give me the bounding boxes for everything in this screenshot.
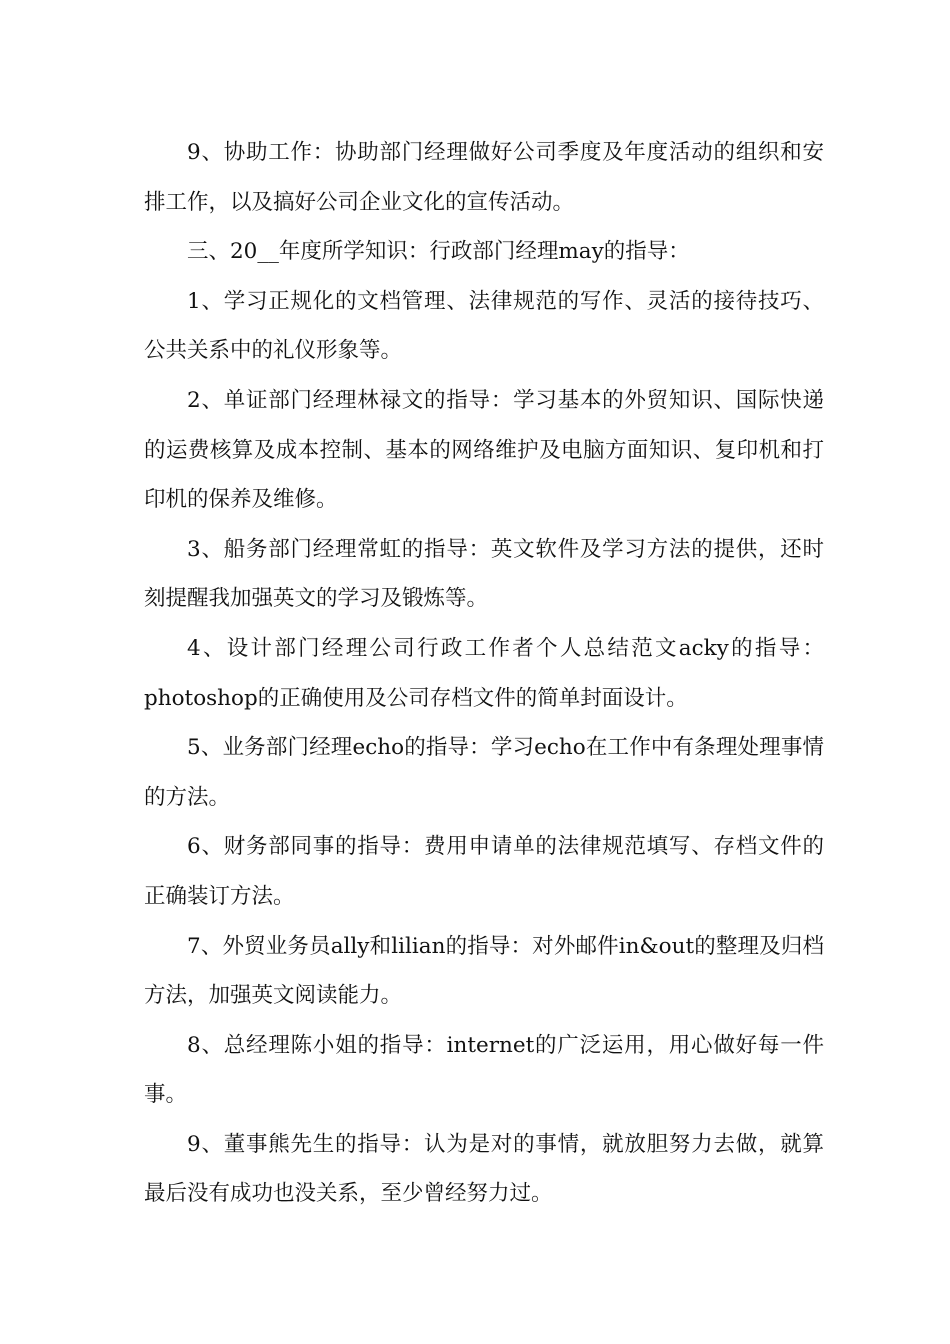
paragraph-item-1: 1、学习正规化的文档管理、法律规范的写作、灵活的接待技巧、公共关系中的礼仪形象等。 — [144, 288, 824, 364]
paragraph-item-4: 4、设计部门经理公司行政工作者个人总结范文acky的指导：photoshop的正确使用及公司存档文件的简单封面设计。 — [144, 635, 824, 711]
paragraph-item-2: 2、单证部门经理林禄文的指导：学习基本的外贸知识、国际快递的运费核算及成本控制、基本的网络维护及电脑方面知识、复印机和打印机的保养及维修。 — [144, 387, 824, 513]
paragraph-item-9: 9、董事熊先生的指导：认为是对的事情，就放胆努力去做，就算最后没有成功也没关系，至少曾经努力过。 — [144, 1131, 824, 1207]
paragraph-item-8: 8、总经理陈小姐的指导：internet的广泛运用，用心做好每一件事。 — [144, 1032, 824, 1108]
paragraph-item-7: 7、外贸业务员ally和lilian的指导：对外邮件in&out的整理及归档方法，加强英文阅读能力。 — [144, 933, 824, 1009]
paragraph-item-6: 6、财务部同事的指导：费用申请单的法律规范填写、存档文件的正确装订方法。 — [144, 834, 824, 909]
paragraph-assist-work: 9、协助工作：协助部门经理做好公司季度及年度活动的组织和安排工作，以及搞好公司企业文化的宣传活动。 — [144, 140, 824, 215]
document-body — [144, 128, 824, 1219]
paragraph-item-5: 5、业务部门经理echo的指导：学习echo在工作中有条理处理事情的方法。 — [144, 735, 824, 810]
paragraph-item-3: 3、船务部门经理常虹的指导：英文软件及学习方法的提供，还时刻提醒我加强英文的学习及锻炼等。 — [144, 536, 824, 612]
section-heading-knowledge: 三、20__年度所学知识：行政部门经理may的指导： — [187, 239, 690, 265]
